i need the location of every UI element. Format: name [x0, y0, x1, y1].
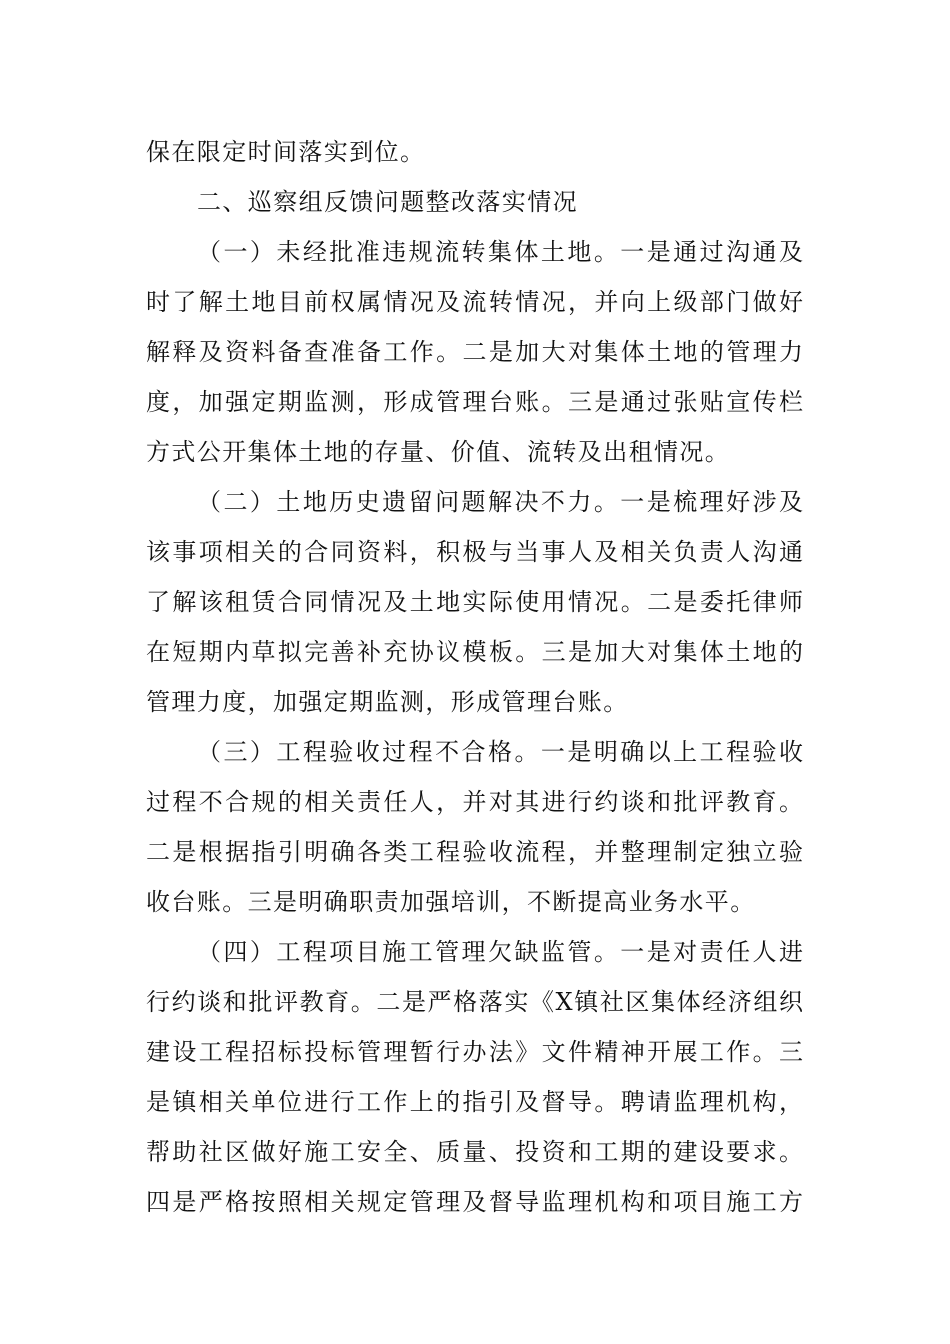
paragraph-item-2	[146, 477, 804, 727]
text-line: （四）工程项目施工管理欠缺监管。一是对责任人进	[197, 938, 804, 966]
text-line: 了解该租赁合同情况及土地实际使用情况。二是委托律师	[146, 588, 804, 616]
text-line: 收台账。三是明确职责加强培训，不断提高业务水平。	[146, 888, 756, 916]
text-line: 过程不合规的相关责任人，并对其进行约谈和批评教育。	[146, 788, 804, 816]
text-line: 方式公开集体土地的存量、价值、流转及出租情况。	[146, 438, 731, 466]
text-line: （一）未经批准违规流转集体土地。一是通过沟通及	[197, 238, 804, 266]
text-line: 行约谈和批评教育。二是严格落实《X镇社区集体经济组织	[146, 988, 804, 1016]
text-line: 二是根据指引明确各类工程验收流程，并整理制定独立验	[146, 838, 804, 866]
text-line: 管理力度，加强定期监测，形成管理台账。	[146, 688, 629, 716]
text-line: 是镇相关单位进行工作上的指引及督导。聘请监理机构，	[146, 1088, 804, 1116]
paragraph-item-3	[146, 727, 804, 927]
text-line: 时了解土地目前权属情况及流转情况，并向上级部门做好	[146, 288, 804, 316]
text-line: 该事项相关的合同资料，积极与当事人及相关负责人沟通	[146, 538, 804, 566]
text-line: 度，加强定期监测，形成管理台账。三是通过张贴宣传栏	[146, 388, 804, 416]
section-heading	[146, 177, 804, 227]
text-line: 四是严格按照相关规定管理及督导监理机构和项目施工方	[146, 1188, 804, 1216]
text-line: 保在限定时间落实到位。	[146, 138, 426, 166]
paragraph-continuation	[146, 127, 804, 177]
section-heading-text: 二、巡察组反馈问题整改落实情况	[197, 188, 578, 216]
document-body	[146, 127, 804, 1227]
paragraph-item-1	[146, 227, 804, 477]
text-line: （三）工程验收过程不合格。一是明确以上工程验收	[197, 738, 804, 766]
paragraph-item-4	[146, 927, 804, 1227]
text-line: 建设工程招标投标管理暂行办法》文件精神开展工作。三	[146, 1038, 804, 1066]
text-line: 解释及资料备查准备工作。二是加大对集体土地的管理力	[146, 338, 804, 366]
text-line: 在短期内草拟完善补充协议模板。三是加大对集体土地的	[146, 638, 804, 666]
text-line: 帮助社区做好施工安全、质量、投资和工期的建设要求。	[146, 1138, 804, 1166]
text-line: （二）土地历史遗留问题解决不力。一是梳理好涉及	[197, 488, 804, 516]
